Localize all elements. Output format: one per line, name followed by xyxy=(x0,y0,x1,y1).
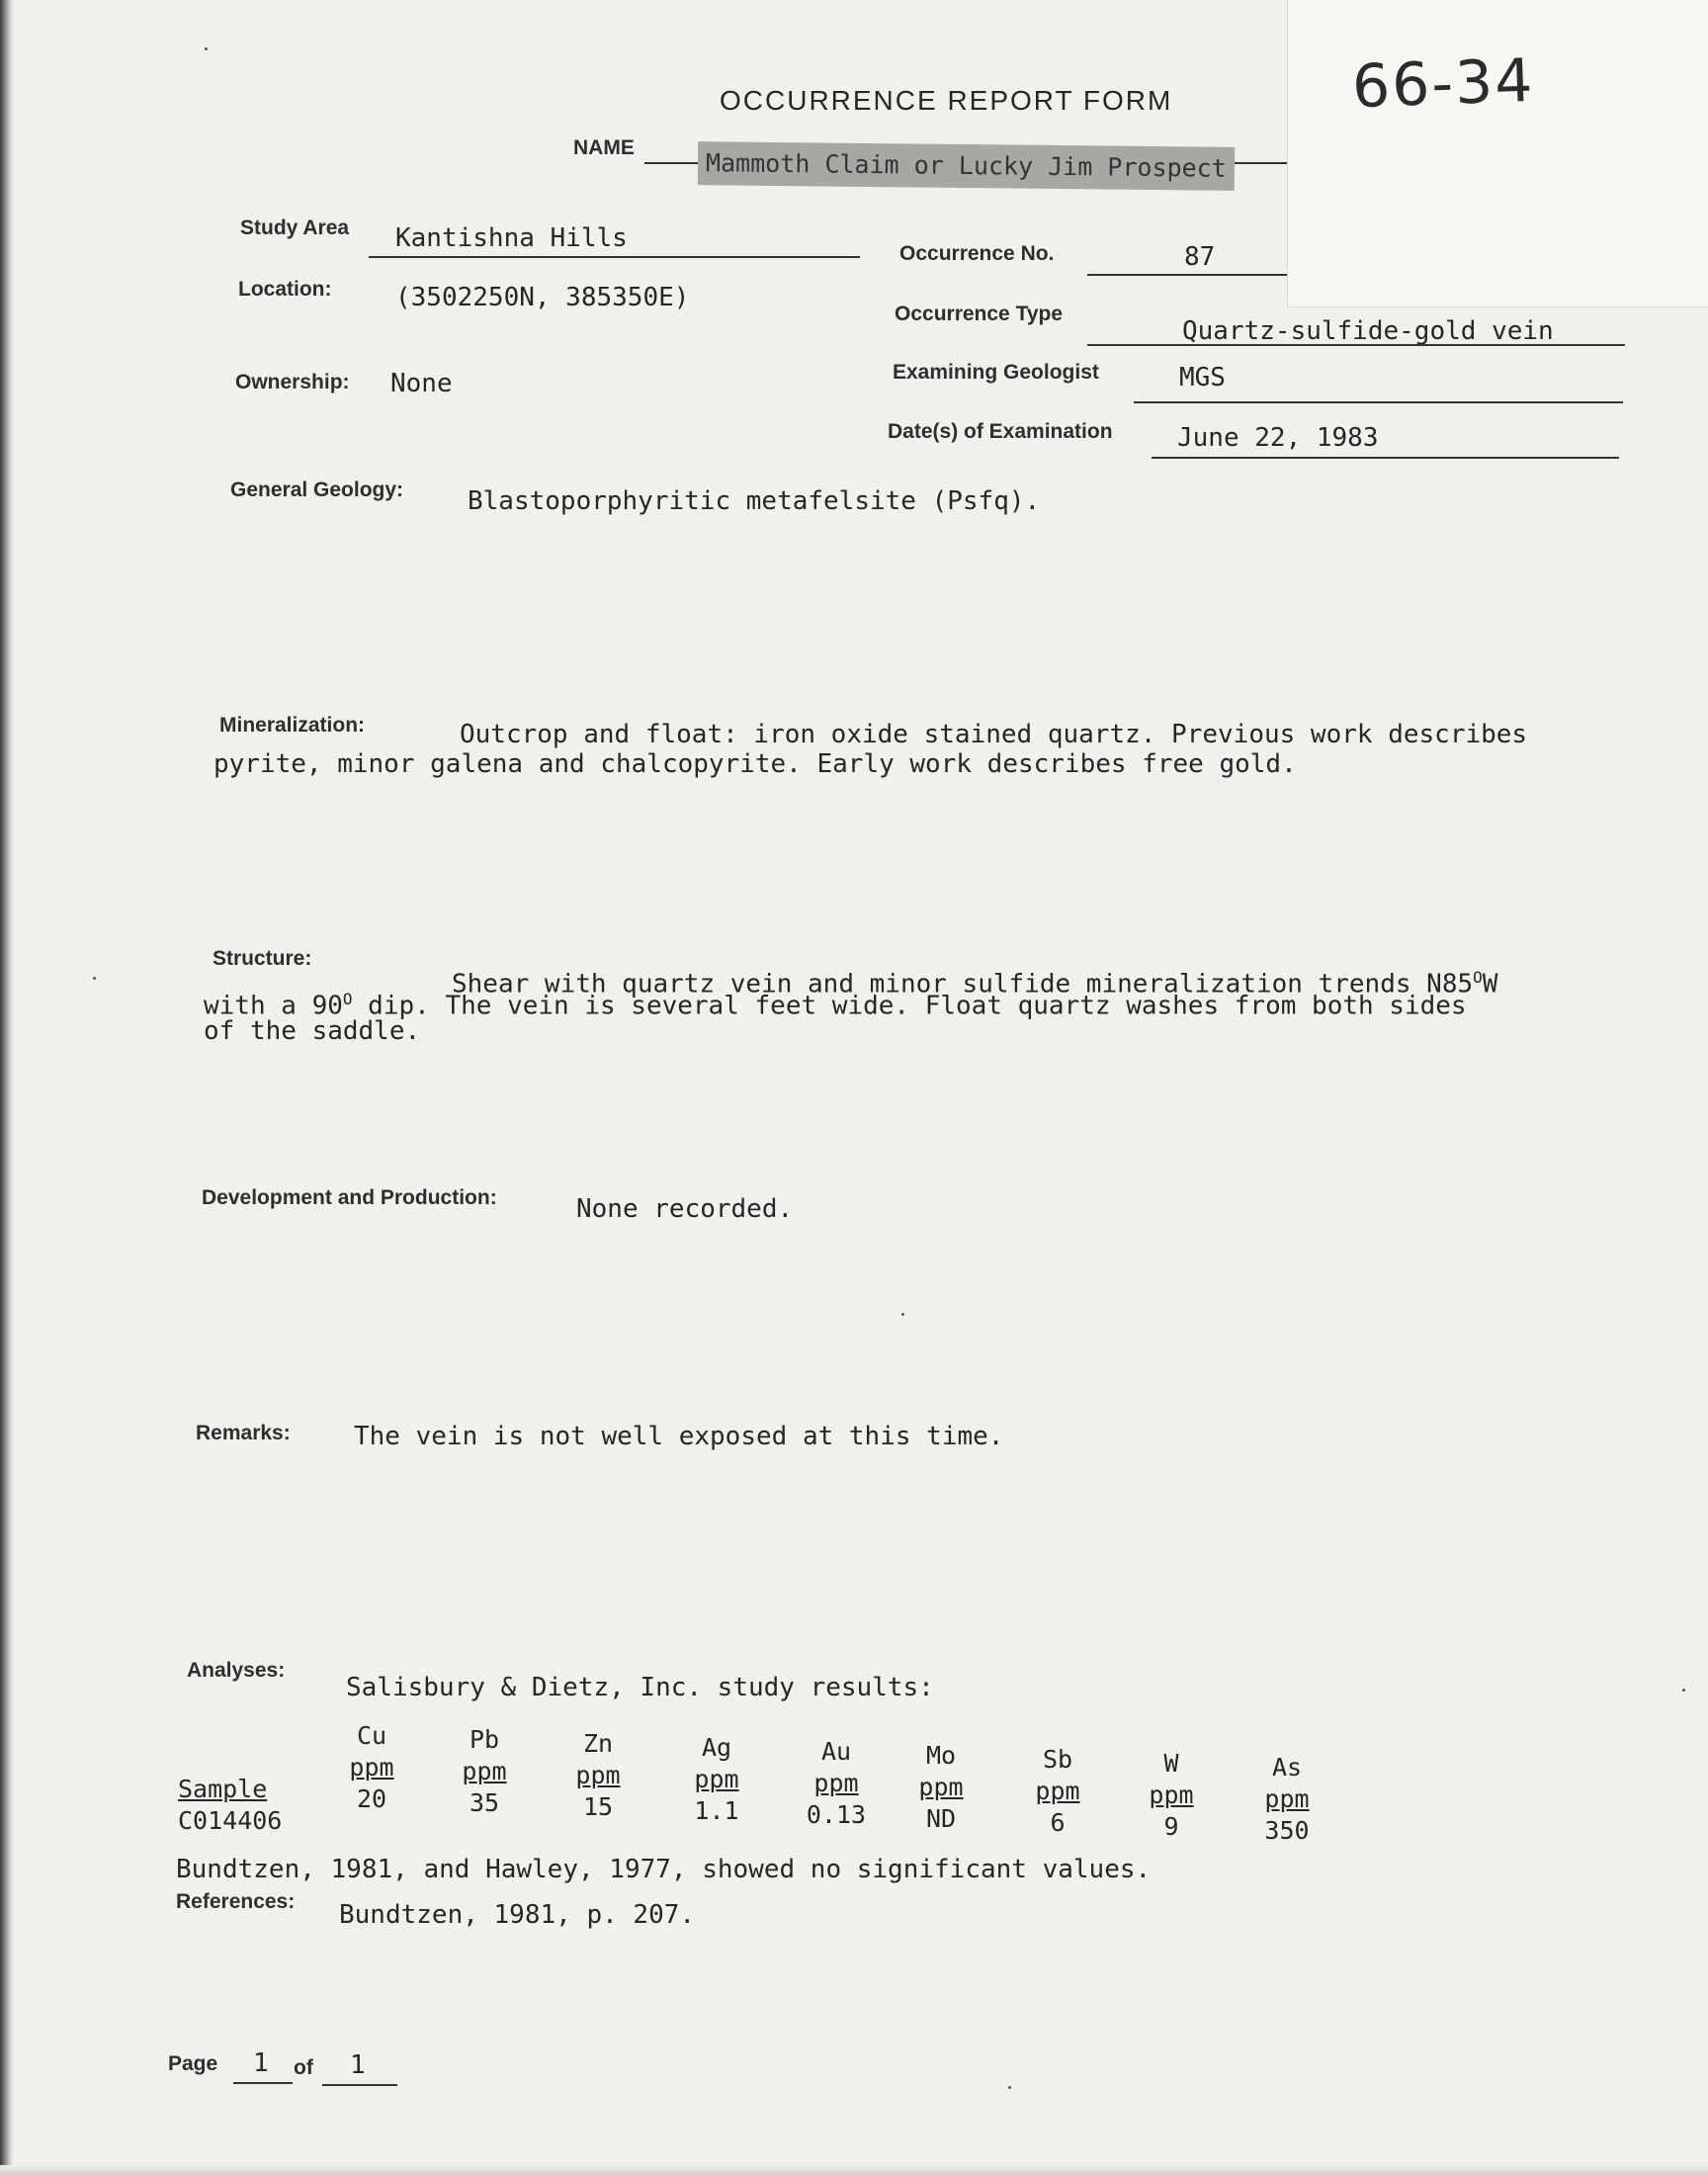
unit-label: ppm xyxy=(694,1765,739,1793)
of-label: of xyxy=(294,2056,313,2079)
handwritten-catalog-number: 66-34 xyxy=(1350,45,1536,123)
development-label: Development and Production: xyxy=(202,1186,497,1209)
mineralization-label: Mineralization: xyxy=(219,714,366,737)
dates-value: June 22, 1983 xyxy=(1177,423,1379,453)
form-title: OCCURRENCE REPORT FORM xyxy=(720,85,1173,116)
assay-value: 20 xyxy=(356,1784,387,1813)
unit-label: ppm xyxy=(1149,1781,1194,1809)
general-geology-label: General Geology: xyxy=(230,478,404,501)
paper-speck xyxy=(1008,2086,1011,2089)
unit-label: ppm xyxy=(462,1757,507,1785)
assay-value: 15 xyxy=(582,1792,614,1821)
assay-value: 1.1 xyxy=(694,1796,739,1825)
examining-geologist-underline xyxy=(1134,401,1623,403)
analysis-column-pb xyxy=(455,1724,514,1819)
mineralization-line-1: Outcrop and float: iron oxide stained quartz. Previous work describes xyxy=(460,720,1528,749)
occurrence-no-underline xyxy=(1087,274,1287,276)
study-area-label: Study Area xyxy=(240,217,350,239)
page-total-underline xyxy=(322,2084,397,2086)
assay-value: 0.13 xyxy=(806,1800,867,1829)
assay-value: 9 xyxy=(1163,1812,1179,1841)
structure-line-3: of the saddle. xyxy=(204,1016,421,1046)
assay-value: 6 xyxy=(1050,1808,1066,1837)
element-symbol: Zn xyxy=(582,1729,614,1758)
unit-label: ppm xyxy=(813,1769,859,1797)
remarks-label: Remarks: xyxy=(196,1422,291,1444)
page-total: 1 xyxy=(350,2050,366,2080)
assay-value: 35 xyxy=(469,1788,500,1817)
assay-value: 350 xyxy=(1264,1816,1310,1845)
occurrence-no-label: Occurrence No. xyxy=(899,242,1055,265)
sample-column xyxy=(178,1742,282,1837)
references-value: Bundtzen, 1981, p. 207. xyxy=(339,1900,696,1930)
page-number: 1 xyxy=(253,2048,269,2078)
ownership-value: None xyxy=(390,369,453,398)
analysis-column-zn xyxy=(568,1728,628,1823)
page-bottom-edge xyxy=(0,2165,1708,2175)
element-symbol: Mo xyxy=(925,1741,957,1770)
structure-line-1-end: W xyxy=(1482,969,1498,1000)
dates-underline xyxy=(1152,457,1619,459)
examining-geologist-label: Examining Geologist xyxy=(893,361,1099,384)
unit-label: ppm xyxy=(1264,1784,1310,1813)
assay-value: ND xyxy=(925,1804,957,1833)
analysis-column-sb xyxy=(1028,1744,1087,1839)
element-symbol: Cu xyxy=(356,1721,387,1750)
paper-speck xyxy=(901,1313,904,1316)
degree-mark: O xyxy=(1473,968,1483,987)
name-value: Mammoth Claim or Lucky Jim Prospect xyxy=(698,141,1235,191)
analysis-column-as xyxy=(1257,1752,1317,1847)
study-area-underline xyxy=(369,256,860,258)
occurrence-type-underline xyxy=(1087,344,1625,346)
paper-speck xyxy=(205,47,208,50)
occurrence-type-value: Quartz-sulfide-gold vein xyxy=(1182,316,1554,346)
unit-label: ppm xyxy=(349,1753,394,1782)
sample-id: C014406 xyxy=(178,1806,283,1835)
sample-header: Sample xyxy=(178,1775,268,1803)
catalog-tag xyxy=(1287,0,1708,307)
element-symbol: Sb xyxy=(1042,1745,1073,1774)
development-value: None recorded. xyxy=(576,1194,794,1224)
analyses-value: Salisbury & Dietz, Inc. study results: xyxy=(346,1673,934,1702)
structure-line-2-end: dip. The vein is several feet wide. Float quartz washes from both sides xyxy=(352,991,1467,1021)
element-symbol: W xyxy=(1163,1749,1179,1778)
name-label: NAME xyxy=(573,136,635,159)
degree-mark: O xyxy=(342,990,353,1008)
paper-speck xyxy=(93,977,96,980)
remarks-value: The vein is not well exposed at this time. xyxy=(354,1422,1004,1451)
location-value: (3502250N, 385350E) xyxy=(395,283,690,312)
structure-line-1-text: Shear with quartz vein and minor sulfide mineralization trends N85 xyxy=(452,969,1474,1000)
unit-label: ppm xyxy=(1035,1777,1080,1805)
structure-line-2-text: with a 90 xyxy=(204,991,343,1021)
paper-speck xyxy=(1682,1689,1685,1692)
unit-label: ppm xyxy=(575,1761,621,1789)
element-symbol: Au xyxy=(820,1737,852,1766)
study-area-value: Kantishna Hills xyxy=(395,223,628,253)
occurrence-type-label: Occurrence Type xyxy=(895,303,1064,325)
page-number-underline xyxy=(233,2082,293,2084)
references-label: References: xyxy=(176,1890,296,1913)
page-label: Page xyxy=(168,2052,218,2075)
element-symbol: Pb xyxy=(469,1725,500,1754)
page-left-edge xyxy=(0,0,14,2175)
element-symbol: Ag xyxy=(701,1733,732,1762)
element-symbol: As xyxy=(1271,1753,1303,1782)
analyses-label: Analyses: xyxy=(187,1659,286,1682)
dates-label: Date(s) of Examination xyxy=(888,420,1113,443)
occurrence-no-value: 87 xyxy=(1184,242,1216,272)
bundtzen-note: Bundtzen, 1981, and Hawley, 1977, showed no significant values. xyxy=(176,1855,1152,1884)
mineralization-line-2: pyrite, minor galena and chalcopyrite. Early work describes free gold. xyxy=(214,749,1297,779)
analysis-column-cu xyxy=(342,1720,401,1815)
general-geology-value: Blastoporphyritic metafelsite (Psfq). xyxy=(468,486,1041,516)
analysis-column-au xyxy=(799,1736,874,1831)
location-label: Location: xyxy=(238,278,332,301)
structure-label: Structure: xyxy=(213,947,312,970)
unit-label: ppm xyxy=(918,1773,964,1801)
analysis-column-mo xyxy=(911,1740,971,1835)
analysis-column-w xyxy=(1142,1748,1201,1843)
ownership-label: Ownership: xyxy=(235,371,350,393)
analysis-column-ag xyxy=(682,1732,751,1827)
examining-geologist-value: MGS xyxy=(1179,363,1226,392)
sample-column-spacer xyxy=(178,1742,282,1774)
